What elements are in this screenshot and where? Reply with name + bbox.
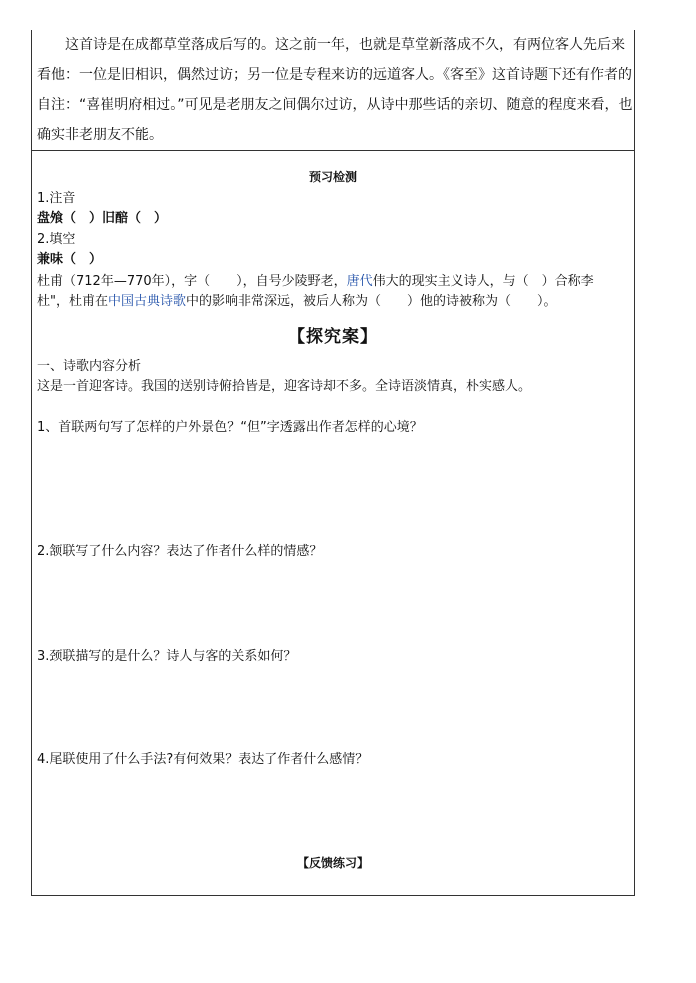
dufu-fill-paragraph: [37, 272, 633, 312]
analysis-summary: 这是一首迎客诗。我国的送别诗俯拾皆是，迎客诗却不多。全诗语淡情真，朴实感人。: [37, 379, 532, 394]
intro-paragraph: 这首诗是在成都草堂落成后写的。这之前一年，也就是草堂新落成不久，有两位客人先后来看他：一位是旧相识，偶然过访；另一位是专程来访的远道客人。《客至》这首诗题下还有作者的自注：“喜崔明府相过。”可见是老朋友之间偶尔过访，从诗中那些话的亲切、随意的程度来看，也确实非老朋友不能。: [37, 37, 633, 143]
question-2: 2.颔联写了什么内容？表达了作者什么样的情感？: [37, 544, 323, 559]
preview-heading: 预习检测: [308, 170, 357, 184]
feedback-heading: 【反馈练习】: [296, 856, 369, 870]
classical-poetry-link[interactable]: 中国古典诗歌: [107, 294, 186, 309]
explore-heading: 【探究案】: [288, 327, 378, 347]
fill-text-part2: 伟大的现实主义诗人，与（ ）合称李: [372, 274, 594, 289]
fill-blank-item: 兼味（ ）: [37, 252, 103, 267]
section-divider: [31, 150, 635, 151]
analysis-section-label: 一、诗歌内容分析: [37, 359, 142, 374]
fill-blank-label: 2.填空: [37, 232, 76, 247]
fill-text-part4: 中的影响非常深远，被后人称为（ ）他的诗被称为（ ）。: [186, 294, 557, 309]
question-1: 1、首联两句写了怎样的户外景色？“但”字透露出作者怎样的心境？: [37, 420, 423, 435]
pronunciation-items: 盘飧（ ）旧醅（ ）: [37, 211, 168, 226]
question-4: 4.尾联使用了什么手法?有何效果？表达了作者什么感情？: [37, 752, 369, 767]
tang-dynasty-link[interactable]: 唐代: [346, 274, 373, 289]
pronunciation-label: 1.注音: [37, 191, 76, 206]
fill-text-part1: 杜甫（712年—770年），字（ ），自号少陵野老，: [37, 274, 347, 289]
question-3: 3.颈联描写的是什么？诗人与客的关系如何？: [37, 649, 297, 664]
fill-text-part3: 杜"，杜甫在: [37, 294, 108, 309]
